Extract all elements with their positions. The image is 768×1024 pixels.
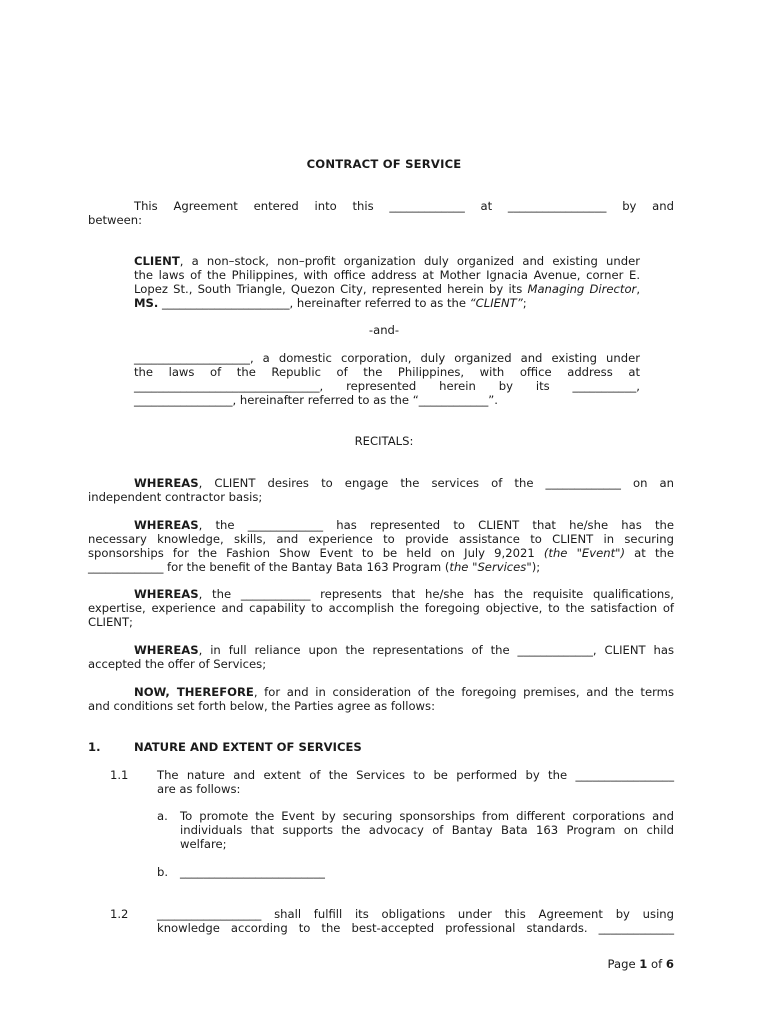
whereas-3-line-1 bbox=[88, 588, 674, 602]
recitals-heading: RECITALS: bbox=[354, 434, 414, 448]
client-line-4-text: ______________________, hereinafter referred to as the bbox=[158, 295, 470, 310]
client-defined-term: “CLIENT” bbox=[469, 295, 523, 310]
item-b-blank: _________________________ bbox=[180, 865, 325, 879]
whereas-2-line-1 bbox=[88, 519, 674, 533]
clause-1-2-line-1: __________________ shall fulfill its obligations under this Agreement by using bbox=[157, 907, 674, 921]
whereas-1-line-2: independent contractor basis; bbox=[88, 489, 263, 504]
of-word: of bbox=[651, 957, 663, 971]
clause-1-1-number: 1.1 bbox=[110, 768, 129, 782]
whereas-label: WHEREAS bbox=[134, 518, 199, 532]
whereas-2-line-3 bbox=[88, 547, 674, 561]
document-title: CONTRACT OF SERVICE bbox=[306, 157, 462, 171]
clause-1-2-number: 1.2 bbox=[110, 907, 129, 921]
client-line-1-text: , a non–stock, non–profit organization duly organized and existing under bbox=[179, 254, 640, 268]
client-line-1 bbox=[134, 255, 640, 269]
section-1-number: 1. bbox=[88, 740, 101, 754]
whereas-3-line-3: CLIENT; bbox=[88, 614, 133, 629]
clause-1-2-paragraph bbox=[157, 908, 674, 936]
clause-1-1-line-2: are as follows: bbox=[157, 781, 241, 796]
item-b-letter: b. bbox=[157, 865, 169, 879]
item-a-paragraph bbox=[180, 810, 674, 852]
client-line-3-text: Lopez St., South Triangle, Quezon City, represented herein by its bbox=[134, 281, 528, 296]
now-therefore-label: NOW, THEREFORE bbox=[134, 685, 254, 699]
second-party-line-1: ____________________, a domestic corporation, duly organized and existing under bbox=[134, 351, 640, 365]
ms-label: MS. bbox=[134, 295, 159, 310]
page-current: 1 bbox=[639, 957, 648, 971]
whereas-2-line-2: necessary knowledge, skills, and experience to provide assistance to CLIENT in securing bbox=[88, 531, 674, 546]
whereas-2-text: , the _____________ has represented to CLIENT that he/she has the bbox=[198, 518, 674, 532]
managing-director-title: Managing Director bbox=[527, 281, 637, 296]
section-1-title: NATURE AND EXTENT OF SERVICES bbox=[134, 740, 362, 754]
now-therefore-line-2: and conditions set forth below, the Parties agree as follows: bbox=[88, 698, 435, 713]
clause-1-1-paragraph bbox=[157, 769, 674, 797]
now-therefore-paragraph bbox=[88, 686, 674, 714]
services-defined-term: the "Services" bbox=[449, 559, 532, 574]
second-party-line-3: ________________________________, represented herein by its ___________, bbox=[134, 378, 640, 393]
whereas-4-text: , in full reliance upon the representations of the _____________, CLIENT has bbox=[198, 643, 674, 657]
whereas-3-text: , the ____________ represents that he/she has the requisite qualifications, bbox=[198, 587, 674, 601]
second-party-line-4: _________________, hereinafter referred to as the “____________”. bbox=[134, 392, 498, 407]
whereas-2-line-4-end: ); bbox=[531, 559, 541, 574]
client-label: CLIENT bbox=[134, 254, 180, 268]
whereas-label: WHEREAS bbox=[134, 643, 199, 657]
whereas-4-paragraph bbox=[88, 644, 674, 672]
item-a-letter: a. bbox=[157, 809, 168, 823]
page-number bbox=[608, 958, 674, 972]
clause-1-2-line-2: knowledge according to the best-accepted professional standards. _____________ bbox=[157, 920, 674, 935]
now-therefore-line-1 bbox=[88, 686, 674, 700]
whereas-1-line-1 bbox=[88, 477, 674, 491]
and-separator: -and- bbox=[368, 323, 400, 337]
whereas-label: WHEREAS bbox=[134, 476, 199, 490]
second-party-paragraph bbox=[134, 352, 640, 408]
client-line-3-end: , bbox=[636, 281, 640, 296]
page-word: Page bbox=[607, 957, 636, 971]
item-a-line-1: To promote the Event by securing sponsorships from different corporations and bbox=[180, 809, 674, 823]
clause-1-1-line-1: The nature and extent of the Services to be performed by the _________________ bbox=[157, 768, 674, 782]
whereas-4-line-2: accepted the offer of Services; bbox=[88, 656, 267, 671]
intro-line-1: This Agreement entered into this _____________ at _________________ by and bbox=[134, 199, 674, 213]
whereas-label: WHEREAS bbox=[134, 587, 199, 601]
intro-line-2: between: bbox=[88, 212, 143, 227]
whereas-1-paragraph bbox=[88, 477, 674, 505]
item-a-line-3: welfare; bbox=[180, 836, 227, 851]
whereas-3-line-2: expertise, experience and capability to accomplish the foregoing objective, to the satisfaction of bbox=[88, 600, 674, 615]
client-party-paragraph bbox=[134, 255, 640, 311]
whereas-2-line-4 bbox=[88, 561, 674, 575]
whereas-1-text: , CLIENT desires to engage the services of the _____________ on an bbox=[198, 476, 674, 490]
intro-paragraph bbox=[88, 200, 674, 228]
second-party-line-2: the laws of the Republic of the Philippines, with office address at bbox=[134, 364, 640, 379]
client-line-2: the laws of the Philippines, with office address at Mother Ignacia Avenue, corner E. bbox=[134, 267, 640, 282]
client-line-4 bbox=[134, 297, 640, 311]
client-line-3 bbox=[134, 283, 640, 297]
whereas-2-line-3-end: at the bbox=[625, 545, 674, 560]
now-therefore-text: , for and in consideration of the foregoing premises, and the terms bbox=[253, 685, 674, 699]
whereas-2-line-4-text: _____________ for the benefit of the Bantay Bata 163 Program ( bbox=[88, 559, 450, 574]
whereas-4-line-1 bbox=[88, 644, 674, 658]
event-defined-term: (the "Event") bbox=[543, 545, 625, 560]
whereas-3-paragraph bbox=[88, 588, 674, 630]
page-total: 6 bbox=[665, 957, 674, 971]
client-line-4-end: ; bbox=[522, 295, 527, 310]
item-a-line-2: individuals that supports the advocacy of Bantay Bata 163 Program on child bbox=[180, 822, 674, 837]
whereas-2-paragraph bbox=[88, 519, 674, 575]
whereas-2-line-3-text: sponsorships for the Fashion Show Event to be held on July 9,2021 bbox=[88, 545, 544, 560]
